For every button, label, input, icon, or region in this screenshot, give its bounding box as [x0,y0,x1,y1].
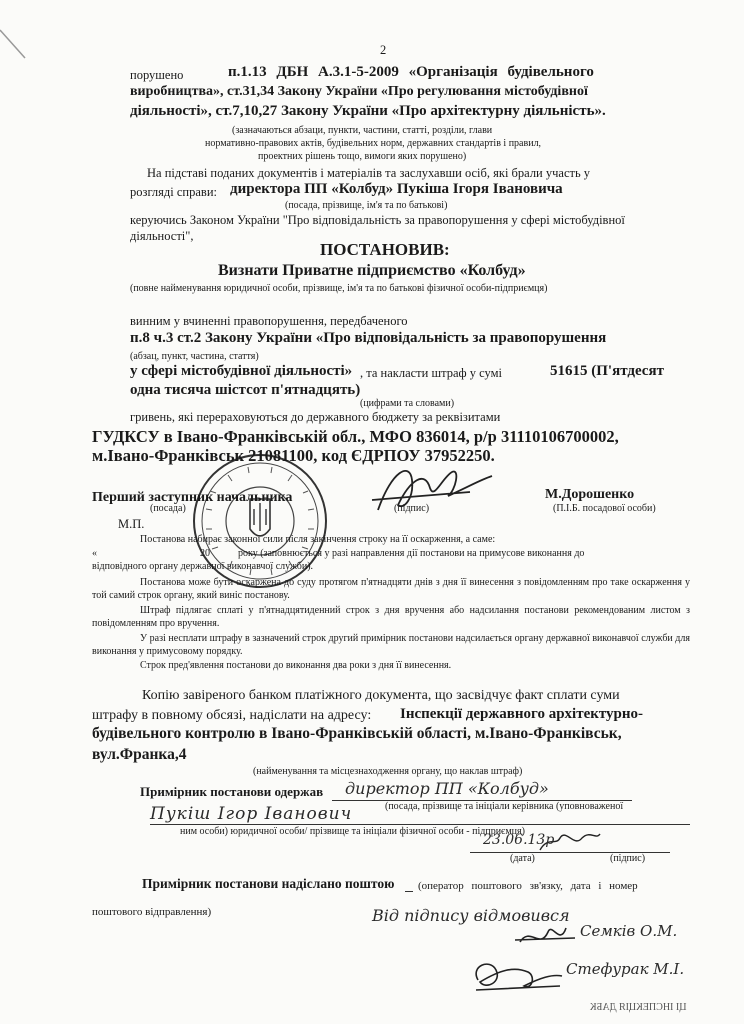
decision-article-1: п.8 ч.3 ст.2 Закону України «Про відповідальність за правопорушення [130,330,607,346]
basis-law-2: діяльності", [130,229,194,243]
signature-name: М.Дорошенко [545,487,635,502]
receipt-note-1: (посада, прізвище та ініціали керівника (уповноваженої [385,801,624,812]
receipt-handwritten-2: Пукіш Ігор Іванович [150,804,353,824]
basis-line-2-lead: розгляді справи: [130,185,217,199]
signature-name-note: (П.І.Б. посадової особи) [553,503,656,514]
decision-heading: ПОСТАНОВИВ: [320,240,450,259]
decision-fine-lead: , та накласти штраф у сумі [360,366,502,380]
terms-p1c: відповідного органу державної виконавчої служби). [92,561,314,572]
mail-handwritten-2: Семків О.М. [580,922,678,940]
copy-line-1: Копію завіреного банком платіжного документа, що засвідчує факт сплати суми [142,688,620,703]
decision-transfer: гривень, які перераховуються до державного бюджету за реквізитами [130,410,501,424]
page-number: 2 [380,43,387,57]
decision-requisites-1: ГУДКСУ в Івано-Франківській обл., МФО 836014, р/р 31110106700002, [92,427,619,446]
copy-note: (найменування та місцезнаходження органу, що наклав штраф) [253,766,523,777]
terms-p1b-rest: року (заповнюється у разі направлення дії постанови на примусове виконання до [238,548,585,559]
mail-line [405,891,413,892]
decision-fine-amount: 51615 (П'ятдесят [550,363,664,379]
mail-handwritten-3: Стефурак М.І. [566,960,685,978]
copy-line-2-address: Інспекції державного архітектурно- [400,706,644,722]
basis-note: (посада, прізвище, ім'я та по батькові) [285,200,448,211]
receipt-line-2 [150,824,690,825]
violated-note-2: нормативно-правових актів, будівельних норм, державних стандартів і правил, [205,138,542,149]
receipt-date: 23.06.13р [483,832,555,848]
terms-p1b-year: 20 [200,548,210,559]
signature-sign-note: (підпис) [394,503,430,514]
terms-p1: Постанова набирає законної сили після закінчення строку на її оскарження, а саме: [140,534,496,545]
basis-law-1: керуючись Законом України "Про відповідальність за правопорушення у сфері містобудівної [130,213,625,227]
terms-p2: Постанова може бути оскаржена до суду протягом п'ятнадцяти днів з дня її винесення з повідомленням про таке оскарження у той самий строк органу, який виніс постанову. [92,577,690,601]
mail-note: (оператор поштового зв'язку, дата і номер [418,880,638,892]
terms-p3: Штраф підлягає сплаті у п'ятнадцятиденний строк з дня вручення або надсилання постанови рекомендованим листом з повідомленням про вручення. [92,605,690,629]
violated-line-1: п.1.13 ДБН А.3.1-5-2009 «Організація будівельного [228,64,594,80]
mail-label: Примірник постанови надіслано поштою [142,876,395,891]
receipt-sign-note: (підпис) [610,853,646,864]
copy-line-2-lead: штрафу в повному обсязі, надіслати на адресу: [92,708,372,723]
decision-article-note: (абзац, пункт, частина, стаття) [130,351,259,362]
terms-p5: Строк пред'явлення постанови до виконання два роки з дня її винесення. [140,660,452,671]
mail-note-2: поштового відправлення) [92,906,212,918]
receipt-date-note: (дата) [510,853,535,864]
violated-line-2: виробництва», ст.31,34 Закону України «Про регулювання містобудівної [130,84,588,99]
copy-line-4: вул.Франка,4 [92,746,187,763]
scan-artifact [0,30,25,58]
decision-guilty: винним у вчиненні правопорушення, передбаченого [130,314,408,328]
receipt-note-2: ним особи) юридичної особи/ прізвище та ініціали фізичної особи - підприємця) [180,826,525,837]
violated-note-3: проектних рішень тощо, вимоги яких порушено) [258,151,467,162]
witness-signature-1 [515,928,575,942]
basis-line-1: На підставі поданих документів і матеріалів та заслухавши осіб, які брали участь у [147,166,591,180]
signature-position: Перший заступник начальника [92,490,293,505]
decision-requisites-2: м.Івано-Франківськ 21081100, код ЄДРПОУ 37952250. [92,446,495,465]
witness-signature-2 [476,964,562,990]
receipt-label: Примірник постанови одержав [140,784,324,799]
copy-line-3: будівельного контролю в Івано-Франківській області, м.Івано-Франківськ, [92,725,622,742]
decision-fine-note: (цифрами та словами) [360,398,455,409]
receipt-handwritten-1: директор ПП «Колбуд» [345,779,549,798]
signature-position-note: (посада) [150,503,186,514]
basis-line-2-name: директора ПП «Колбуд» Пукіша Ігоря Івановича [230,181,563,197]
footer-bleedthrough: ЦІ ІНСПЕКЦІЯ ДАБК [590,1002,687,1013]
violated-line-3: діяльності», ст.7,10,27 Закону України «Про архітектурну діяльність». [130,103,606,119]
decision-fine-words: одна тисяча шістсот п'ятнадцять) [130,382,361,398]
decision-recognize: Визнати Приватне підприємство «Колбуд» [218,262,526,279]
stamp-label: М.П. [118,517,145,531]
official-signature [372,471,492,510]
decision-article-2: у сфері містобудівної діяльності» [130,363,353,379]
terms-p4: У разі несплати штрафу в зазначений строк другий примірник постанови надсилається органу державної виконавчої служби для виконання у примусовому порядку. [92,633,690,657]
mail-handwritten-1: Від підпису відмовився [372,906,570,925]
decision-recognize-note: (повне найменування юридичної особи, прізвище, ім'я та по батькові фізичної особи-підприємця) [130,283,548,294]
violated-note-1: (зазначаються абзаци, пункти, частини, статті, розділи, глави [232,125,493,136]
terms-p1b-quote: « [92,548,97,559]
violated-lead: порушено [130,68,184,82]
